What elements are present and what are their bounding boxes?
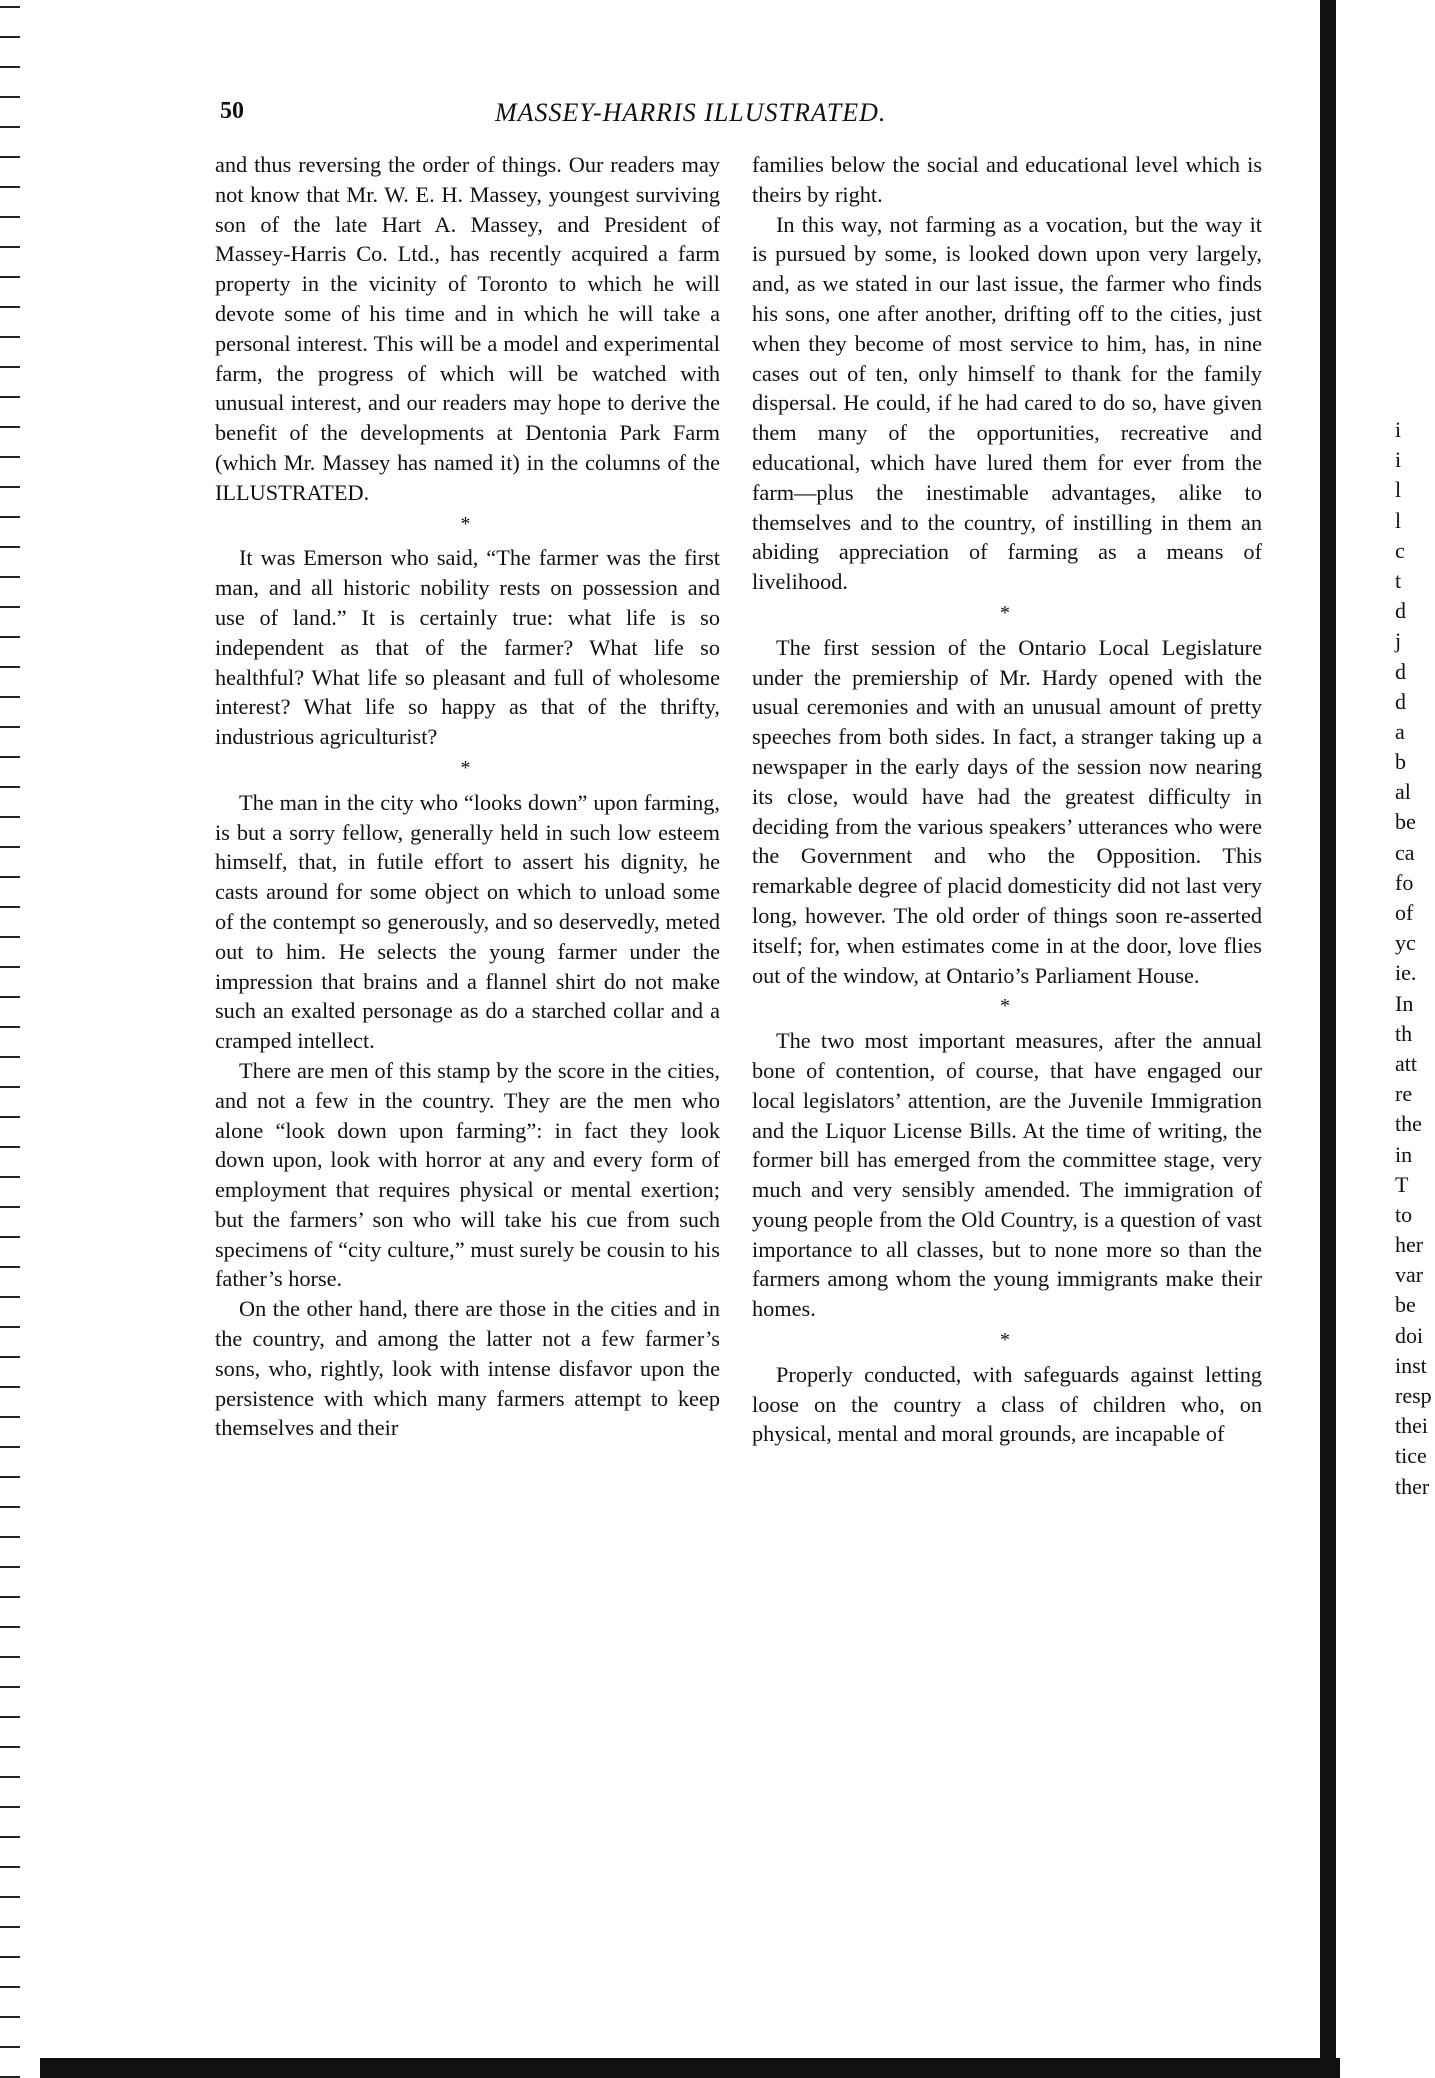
facing-page-fragment: j bbox=[1395, 628, 1402, 654]
section-separator: * bbox=[1000, 601, 1014, 624]
facing-page-fragment: re bbox=[1395, 1081, 1413, 1107]
paragraph: Properly conducted, with safeguards against letting loose on the country a class of children who, on physical, mental and moral grounds, are incapable of bbox=[752, 1361, 1262, 1447]
paragraph: On the other hand, there are those in the cities and in the country, and among the latter not a few farmer’s sons, who, rightly, look with intense disfavor upon the persistence with which many farmers attempt to keep themselves and their bbox=[215, 1296, 720, 1441]
left-column bbox=[215, 150, 720, 1443]
facing-page-fragment: be bbox=[1395, 1292, 1416, 1318]
facing-page-fragment: inst bbox=[1395, 1352, 1427, 1378]
facing-page-fragment: tice bbox=[1395, 1443, 1427, 1469]
facing-page-fragment: b bbox=[1395, 749, 1406, 775]
facing-page-fragment: l bbox=[1395, 507, 1402, 533]
paragraph: It was Emerson who said, “The farmer was the first man, and all historic nobility rests on possession and use of land.” It is certainly true: what life is so independent as that of the farmer? What life so healthful? What life so pleasant and full of wholesome interest? What life so happy as that of the thrifty, industrious agriculturist? bbox=[215, 545, 720, 750]
facing-page-fragment: her bbox=[1395, 1232, 1424, 1258]
facing-page-fragment: i bbox=[1395, 417, 1402, 442]
facing-page-fragment: a bbox=[1395, 718, 1405, 744]
paragraph: and thus reversing the order of things. Our readers may not know that Mr. W. E. H. Massey, youngest surviving son of the late Hart A. Massey, and President of Massey-Harris Co. Ltd., has recently acquired a farm property in the vicinity of Toronto to which he will devote some of his time and in which he will take a personal interest. This will be a model and experimental farm, the progress of which will be watched with unusual interest, and our readers may hope to derive the benefit of the developments at Dentonia Park Farm (which Mr. Massey has named it) in the columns of the ILLUSTRATED. bbox=[215, 152, 720, 505]
facing-page-fragment: d bbox=[1395, 598, 1406, 624]
page-bottom-shadow bbox=[40, 2058, 1340, 2078]
right-column bbox=[752, 150, 1262, 1449]
facing-page-fragment: ie. bbox=[1395, 960, 1417, 986]
paragraph: families below the social and educational level which is theirs by right. bbox=[752, 152, 1262, 207]
facing-page-fragments bbox=[1395, 415, 1435, 1502]
section-separator: * bbox=[1000, 995, 1014, 1018]
section-separator: * bbox=[1000, 1329, 1014, 1352]
facing-page-fragment: ca bbox=[1395, 839, 1415, 865]
facing-page-fragment: doi bbox=[1395, 1322, 1424, 1348]
facing-page-fragment: to bbox=[1395, 1201, 1413, 1227]
page-number: 50 bbox=[220, 98, 244, 124]
facing-page-fragment: att bbox=[1395, 1050, 1417, 1076]
facing-page-fragment: d bbox=[1395, 658, 1406, 684]
facing-page-fragment: c bbox=[1395, 537, 1405, 563]
facing-page-fragment: ther bbox=[1395, 1473, 1430, 1499]
facing-page-fragment: resp bbox=[1395, 1383, 1432, 1408]
facing-page-fragment: of bbox=[1395, 900, 1414, 925]
facing-page-fragment: th bbox=[1395, 1020, 1413, 1046]
page-left-edge bbox=[0, 0, 20, 2078]
section-separator: * bbox=[460, 512, 475, 535]
facing-page-fragment: al bbox=[1395, 779, 1411, 805]
facing-page-fragment: fo bbox=[1395, 869, 1414, 895]
paragraph: The man in the city who “looks down” upon farming, is but a sorry fellow, generally held in such low esteem himself, that, in futile effort to assert his dignity, he casts around for some object on which to unload some of the contempt so generously, and so deservedly, meted out to him. He selects the young farmer under the impression that brains and a flannel shirt do not make such an exalted personage as do a starched collar and a cramped intellect. bbox=[215, 789, 720, 1054]
facing-page-fragment: d bbox=[1395, 688, 1406, 714]
facing-page-fragment: l bbox=[1395, 477, 1402, 503]
facing-page-fragment: be bbox=[1395, 809, 1416, 835]
running-title: MASSEY-HARRIS ILLUSTRATED. bbox=[495, 98, 887, 127]
facing-page-fragment: thei bbox=[1395, 1413, 1428, 1439]
paragraph: In this way, not farming as a vocation, but the way it is pursued by some, is looked down upon very largely, and, as we stated in our last issue, the farmer who finds his sons, one after another, drifting off to the cities, just when they become of most service to him, has, in nine cases out of ten, only himself to thank for the family dispersal. He could, if he had cared to do so, have given them many of the opportunities, recreative and educational, which have lured them for ever from the farm—plus the inestimable advantages, alike to themselves and to the country, of instilling in them an abiding appreciation of farming as a means of livelihood. bbox=[752, 211, 1262, 595]
facing-page-fragment: the bbox=[1395, 1111, 1422, 1137]
page-gutter-shadow bbox=[1320, 0, 1336, 2078]
section-separator: * bbox=[460, 756, 475, 779]
facing-page-fragment: yc bbox=[1395, 930, 1416, 956]
facing-page-fragment: var bbox=[1395, 1262, 1424, 1288]
paragraph: The first session of the Ontario Local Legislature under the premiership of Mr. Hardy opened with the usual ceremonies and with an unusual amount of pretty speeches from both sides. In fact, a stranger taking up a newspaper in the early days of the session now nearing its close, would have had the greatest difficulty in deciding from the various speakers’ utterances who were the Government and who the Opposition. This remarkable degree of placid domesticity did not last very long, however. The old order of things soon re-asserted itself; for, when estimates come in at the door, love flies out of the window, at Ontario’s Parliament House. bbox=[752, 634, 1262, 988]
paragraph: There are men of this stamp by the score in the cities, and not a few in the country. They are the men who alone “look down upon farming”: in fact they look down upon, look with horror at any and every form of employment that requires physical or mental exertion; but the farmers’ son who will take his cue from such specimens of “city culture,” must surely be cousin to his father’s horse. bbox=[215, 1057, 720, 1292]
facing-page-fragment: in bbox=[1395, 1141, 1413, 1167]
facing-page-fragment: T bbox=[1395, 1171, 1409, 1197]
facing-page-fragment: In bbox=[1395, 990, 1414, 1016]
facing-page-fragment: t bbox=[1395, 567, 1402, 593]
paragraph: The two most important measures, after the annual bone of contention, of course, that have engaged our local legislators’ attention, are the Juvenile Immigration and the Liquor License Bills. At the time of writing, the former bill has emerged from the committee stage, very much and very sensibly amended. The immigration of young people from the Old Country, is a question of vast importance to all classes, but to none more so than the farmers among whom the young immigrants make their homes. bbox=[752, 1028, 1262, 1322]
facing-page-fragment: i bbox=[1395, 447, 1402, 473]
